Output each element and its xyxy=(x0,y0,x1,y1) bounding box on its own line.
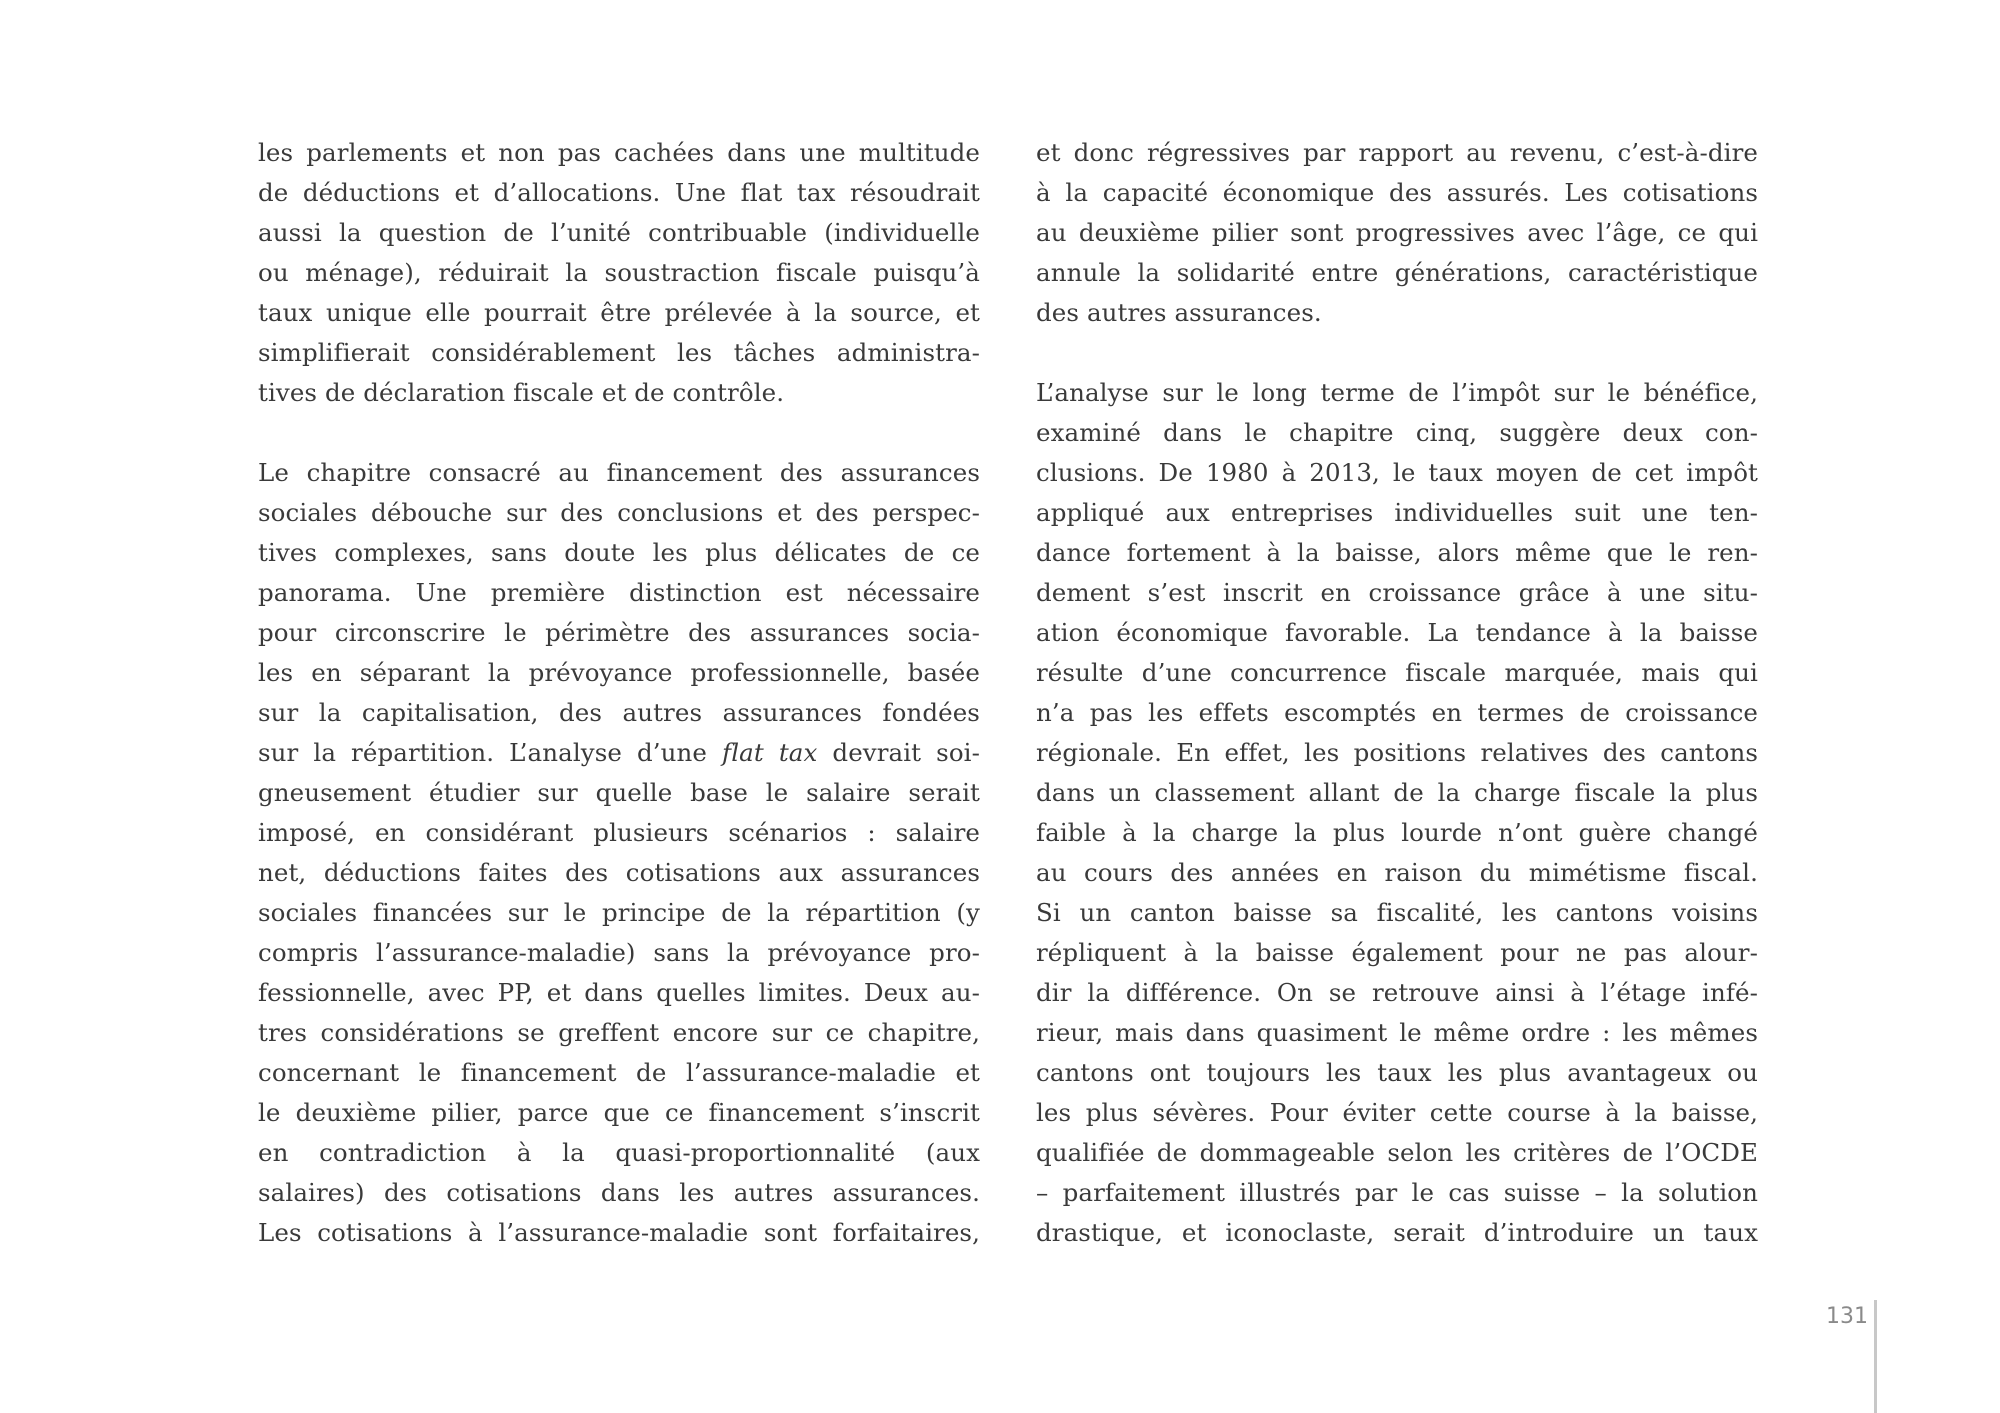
text-line: ation économique favorable. La tendance à la baisse xyxy=(1036,618,1758,647)
text-line: taux unique elle pourrait être prélevée à la source, et xyxy=(258,298,980,327)
text-line: compris l’assurance-maladie) sans la prévoyance pro- xyxy=(258,938,980,967)
text-line: le deuxième pilier, parce que ce financement s’inscrit xyxy=(258,1098,980,1127)
text-line: panorama. Une première distinction est nécessaire xyxy=(258,578,980,607)
text-line: tives de déclaration fiscale et de contrôle. xyxy=(258,378,785,407)
text-line: au cours des années en raison du mimétisme fiscal. xyxy=(1036,858,1758,887)
paragraph-gap xyxy=(258,413,980,453)
paragraph-gap xyxy=(1036,333,1758,373)
paragraph xyxy=(1036,373,1758,1253)
text-line: salaires) des cotisations dans les autres assurances. xyxy=(258,1178,980,1207)
text-line: sociales débouche sur des conclusions et des perspec- xyxy=(258,498,980,527)
text-line: Si un canton baisse sa fiscalité, les cantons voisins xyxy=(1036,898,1758,927)
text-line: dans un classement allant de la charge fiscale la plus xyxy=(1036,778,1758,807)
text-line: gneusement étudier sur quelle base le salaire serait xyxy=(258,778,980,807)
text-line: appliqué aux entreprises individuelles suit une ten- xyxy=(1036,498,1758,527)
text-line: simplifierait considérablement les tâches administra- xyxy=(258,338,980,367)
text-line: fessionnelle, avec PP, et dans quelles limites. Deux au- xyxy=(258,978,980,1007)
text-line: de déductions et d’allocations. Une flat tax résoudrait xyxy=(258,178,980,207)
text-line: aussi la question de l’unité contribuable (individuelle xyxy=(258,218,980,247)
text-line: rieur, mais dans quasiment le même ordre : les mêmes xyxy=(1036,1018,1758,1047)
italic-term: flat tax xyxy=(722,738,818,767)
right-column xyxy=(1036,133,1758,1253)
page-number: 131 xyxy=(1826,1304,1868,1329)
paragraph xyxy=(1036,133,1758,333)
page-number-divider xyxy=(1874,1300,1877,1413)
text-line: des autres assurances. xyxy=(1036,298,1322,327)
text-line: tres considérations se greffent encore sur ce chapitre, xyxy=(258,1018,980,1047)
text-line: examiné dans le chapitre cinq, suggère deux con- xyxy=(1036,418,1758,447)
text-line: les en séparant la prévoyance professionnelle, basée xyxy=(258,658,980,687)
text-line: clusions. De 1980 à 2013, le taux moyen de cet impôt xyxy=(1036,458,1758,487)
text-segment: devrait soi- xyxy=(817,738,980,767)
text-segment: sur la répartition. L’analyse d’une xyxy=(258,738,723,767)
text-line: régionale. En effet, les positions relatives des cantons xyxy=(1036,738,1758,767)
text-line: tives complexes, sans doute les plus délicates de ce xyxy=(258,538,980,567)
text-line: les plus sévères. Pour éviter cette course à la baisse, xyxy=(1036,1098,1758,1127)
text-line: faible à la charge la plus lourde n’ont guère changé xyxy=(1036,818,1758,847)
text-line: drastique, et iconoclaste, serait d’introduire un taux xyxy=(1036,1218,1758,1247)
text-line: dir la différence. On se retrouve ainsi à l’étage infé- xyxy=(1036,978,1758,1007)
text-line: qualifiée de dommageable selon les critères de l’OCDE xyxy=(1036,1138,1758,1167)
text-line: dement s’est inscrit en croissance grâce à une situ- xyxy=(1036,578,1758,607)
text-line: net, déductions faites des cotisations aux assurances xyxy=(258,858,980,887)
text-line: à la capacité économique des assurés. Les cotisations xyxy=(1036,178,1758,207)
text-line: les parlements et non pas cachées dans une multitude xyxy=(258,138,980,167)
left-column xyxy=(258,133,980,1253)
text-line: sur la capitalisation, des autres assurances fondées xyxy=(258,698,980,727)
text-line: cantons ont toujours les taux les plus avantageux ou xyxy=(1036,1058,1758,1087)
text-line: L’analyse sur le long terme de l’impôt sur le bénéfice, xyxy=(1036,378,1758,407)
text-line: pour circonscrire le périmètre des assurances socia- xyxy=(258,618,980,647)
text-line xyxy=(258,733,980,773)
text-line: résulte d’une concurrence fiscale marquée, mais qui xyxy=(1036,658,1758,687)
text-line: – parfaitement illustrés par le cas suisse – la solution xyxy=(1036,1178,1758,1207)
text-line: en contradiction à la quasi-proportionnalité (aux xyxy=(258,1138,980,1167)
text-line: dance fortement à la baisse, alors même que le ren- xyxy=(1036,538,1758,567)
text-line: sociales financées sur le principe de la répartition (y xyxy=(258,898,980,927)
text-line: répliquent à la baisse également pour ne pas alour- xyxy=(1036,938,1758,967)
text-line: au deuxième pilier sont progressives avec l’âge, ce qui xyxy=(1036,218,1758,247)
paragraph xyxy=(258,453,980,1253)
text-line: concernant le financement de l’assurance-maladie et xyxy=(258,1058,980,1087)
paragraph xyxy=(258,133,980,413)
text-line: imposé, en considérant plusieurs scénarios : salaire xyxy=(258,818,980,847)
text-line: n’a pas les effets escomptés en termes de croissance xyxy=(1036,698,1758,727)
text-line: et donc régressives par rapport au revenu, c’est-à-dire xyxy=(1036,138,1758,167)
text-line: annule la solidarité entre générations, caractéristique xyxy=(1036,258,1758,287)
text-line: Les cotisations à l’assurance-maladie sont forfaitaires, xyxy=(258,1218,980,1247)
text-line: Le chapitre consacré au financement des assurances xyxy=(258,458,980,487)
text-line: ou ménage), réduirait la soustraction fiscale puisqu’à xyxy=(258,258,980,287)
